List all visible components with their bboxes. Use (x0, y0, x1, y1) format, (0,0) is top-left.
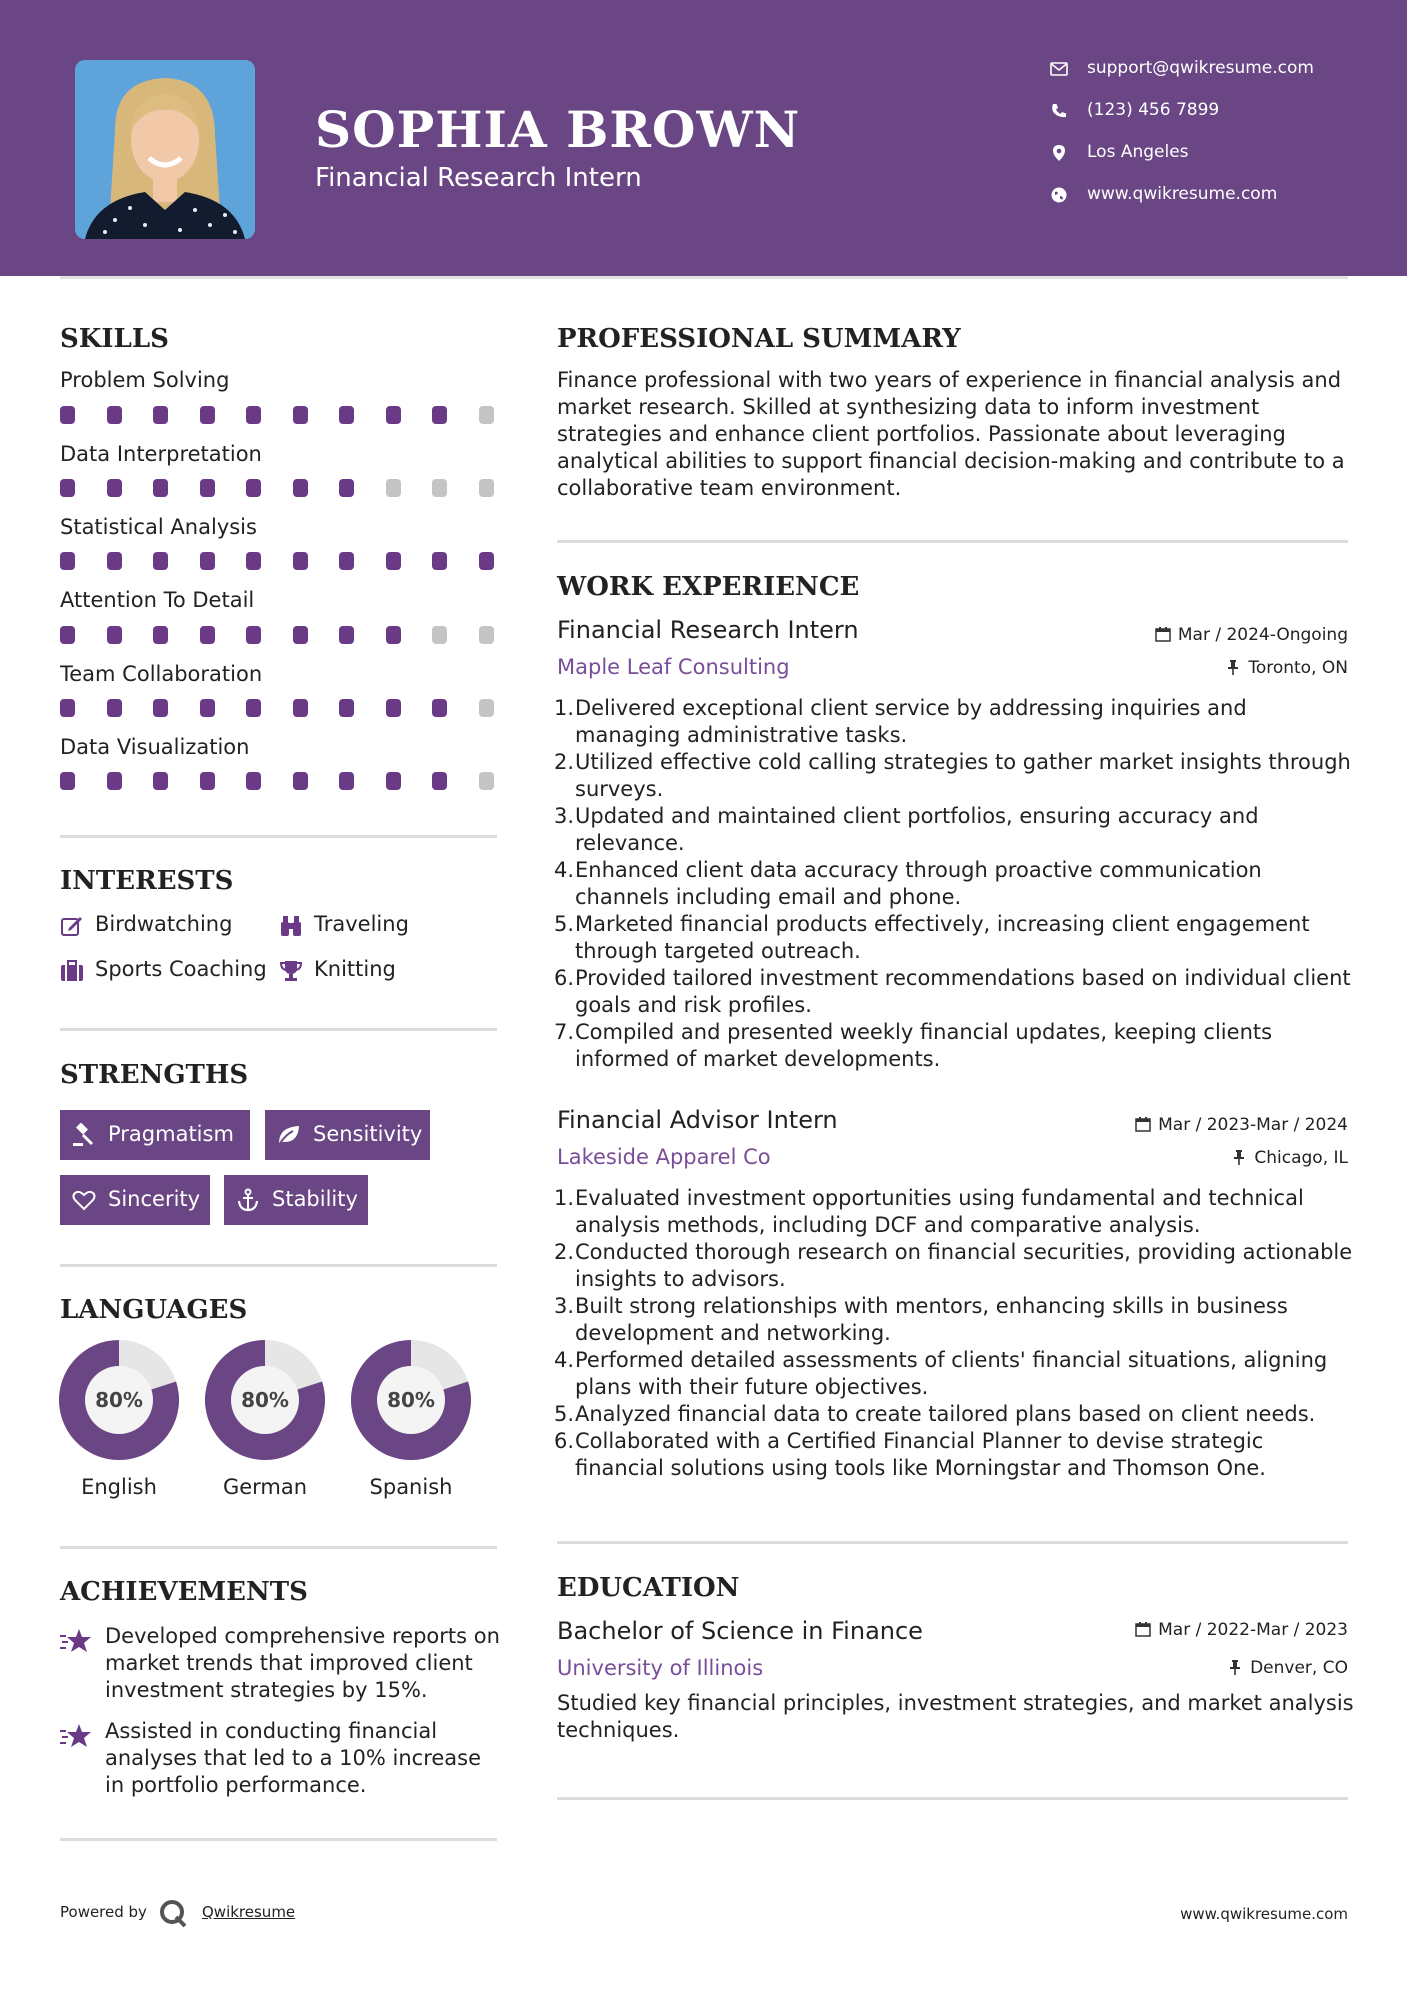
footer-website-link[interactable]: www.qwikresume.com (1180, 1905, 1348, 1923)
skill-dot-filled (479, 552, 494, 570)
job-dates-text: Mar / 2023-Mar / 2024 (1158, 1115, 1348, 1135)
strength-label: Pragmatism (108, 1122, 234, 1146)
skill-dot-filled (293, 479, 308, 497)
education-location-text: Denver, CO (1250, 1658, 1348, 1678)
skill-dot-empty (479, 479, 494, 497)
strength-tag (265, 1110, 430, 1160)
degree-title: Bachelor of Science in Finance (557, 1617, 923, 1645)
job-location-text: Toronto, ON (1248, 658, 1348, 678)
qwikresume-logo-icon[interactable] (158, 1898, 188, 1928)
skill-dot-filled (293, 552, 308, 570)
leaf-icon (277, 1123, 301, 1147)
skill-dot-filled (339, 626, 354, 644)
section-divider (60, 1838, 497, 1841)
skill-dot-filled (339, 552, 354, 570)
job-title: Financial Research Intern (557, 616, 859, 644)
profile-photo (75, 60, 255, 239)
job-bullet: 6. Provided tailored investment recommendations based on individual client goals and risk profiles. (554, 966, 1351, 1017)
language-percent: 80% (95, 1388, 143, 1412)
contact-phone[interactable] (1050, 98, 1350, 124)
job-dates-text: Mar / 2024-Ongoing (1177, 625, 1348, 645)
skill-dot-filled (339, 479, 354, 497)
contact-location (1050, 140, 1350, 166)
job-bullet: 1. Evaluated investment opportunities using fundamental and technical analysis methods, including DCF and comparative analysis. (554, 1186, 1304, 1237)
section-divider (60, 835, 497, 838)
skill-dot-filled (246, 626, 261, 644)
skill-dot-filled (339, 772, 354, 790)
skill-dot-filled (246, 552, 261, 570)
skill-dot-empty (432, 479, 447, 497)
skill-dot-filled (200, 479, 215, 497)
skill-name: Attention To Detail (60, 588, 255, 612)
job-bullet: 4. Enhanced client data accuracy through proactive communication channels including email and phone. (554, 858, 1262, 909)
footer-brand-link[interactable]: Qwikresume (202, 1903, 296, 1921)
language-percent: 80% (241, 1388, 289, 1412)
skill-dot-filled (200, 626, 215, 644)
skill-dot-empty (432, 626, 447, 644)
interest-label: Traveling (314, 912, 409, 936)
skill-rating (60, 772, 500, 790)
strength-tag (60, 1175, 210, 1225)
skill-dot-filled (386, 772, 401, 790)
skill-dot-empty (479, 699, 494, 717)
star-icon (60, 1627, 92, 1655)
skill-dot-filled (60, 406, 75, 424)
job-bullet: 3. Built strong relationships with mentors, enhancing skills in business development and networking. (554, 1294, 1288, 1345)
pin-icon (1225, 659, 1241, 675)
skill-dot-filled (386, 552, 401, 570)
skill-dot-filled (153, 699, 168, 717)
interest-label: Sports Coaching (95, 957, 267, 981)
job-bullets (554, 695, 1357, 1073)
skill-rating (60, 552, 500, 570)
achievements-heading: ACHIEVEMENTS (60, 1577, 308, 1607)
header-divider (60, 276, 1348, 279)
section-divider (60, 1028, 497, 1031)
job-location (1225, 658, 1348, 678)
skill-dot-filled (200, 772, 215, 790)
interests-heading: INTERESTS (60, 866, 234, 896)
strength-label: Sensitivity (313, 1122, 423, 1146)
job-bullet: 4. Performed detailed assessments of clients' financial situations, aligning plans with their future objectives. (554, 1348, 1328, 1399)
skill-dot-filled (60, 552, 75, 570)
skill-name: Team Collaboration (60, 662, 263, 686)
contact-location-text: Los Angeles (1087, 142, 1189, 162)
skill-dot-filled (293, 406, 308, 424)
calendar-icon (1135, 1621, 1151, 1637)
heart-icon (72, 1188, 96, 1212)
language-ring (351, 1340, 471, 1460)
job-bullets (554, 1185, 1357, 1482)
skill-rating (60, 479, 500, 497)
interest-label: Birdwatching (95, 912, 233, 936)
section-divider (60, 1264, 497, 1267)
candidate-name: SOPHIA BROWN (315, 100, 801, 159)
job-location-text: Chicago, IL (1254, 1148, 1348, 1168)
strength-label: Sincerity (108, 1187, 201, 1211)
skill-dot-filled (60, 772, 75, 790)
trophy-icon (279, 959, 303, 983)
interest-label: Knitting (314, 957, 396, 981)
job-bullet: 3. Updated and maintained client portfolios, ensuring accuracy and relevance. (554, 804, 1259, 855)
skill-dot-filled (153, 772, 168, 790)
company-name: Maple Leaf Consulting (557, 655, 790, 679)
contact-website-text: www.qwikresume.com (1087, 184, 1278, 204)
edit-icon (60, 914, 84, 938)
strength-tag (224, 1175, 368, 1225)
skill-dot-filled (293, 699, 308, 717)
job-bullet: 7. Compiled and presented weekly financial updates, keeping clients informed of market developments. (554, 1020, 1273, 1071)
skill-dot-empty (479, 406, 494, 424)
skill-dot-empty (479, 626, 494, 644)
calendar-icon (1155, 626, 1171, 642)
section-divider (60, 1546, 497, 1549)
education-location (1227, 1658, 1348, 1678)
education-dates-text: Mar / 2022-Mar / 2023 (1158, 1620, 1348, 1640)
education-heading: EDUCATION (557, 1573, 740, 1603)
strength-tag (60, 1110, 250, 1160)
skill-dot-filled (60, 626, 75, 644)
skill-dot-filled (246, 772, 261, 790)
binoculars-icon (279, 914, 303, 938)
suitcase-icon (60, 959, 84, 983)
section-divider (557, 540, 1348, 543)
skill-dot-filled (153, 406, 168, 424)
gavel-icon (72, 1123, 96, 1147)
job-bullet: 2. Utilized effective cold calling strategies to gather market insights through surveys. (554, 750, 1351, 801)
summary-heading: PROFESSIONAL SUMMARY (557, 324, 961, 354)
skill-dot-filled (107, 552, 122, 570)
contact-email-text: support@qwikresume.com (1087, 58, 1314, 78)
education-description: Studied key financial principles, investment strategies, and market analysis techniques. (557, 1691, 1354, 1742)
skill-dot-filled (339, 699, 354, 717)
skill-dot-filled (386, 406, 401, 424)
skill-dot-filled (246, 406, 261, 424)
location-pin-icon (1050, 144, 1068, 162)
skill-dot-filled (60, 699, 75, 717)
skills-heading: SKILLS (60, 324, 169, 354)
skill-dot-filled (293, 626, 308, 644)
skill-dot-filled (200, 406, 215, 424)
skill-dot-empty (386, 479, 401, 497)
job-bullet: 1. Delivered exceptional client service by addressing inquiries and managing administrative tasks. (554, 696, 1247, 747)
job-title: Financial Advisor Intern (557, 1106, 838, 1134)
star-icon (60, 1722, 92, 1750)
summary-text: Finance professional with two years of experience in financial analysis and market research. Skilled at synthesizing data to inform investment strategies and enhance client portfolios. Passionate about leveraging analytical abilities to support financial decision-making and contribute to a collaborative team environment. (557, 368, 1345, 500)
skill-dot-filled (153, 479, 168, 497)
skill-dot-filled (339, 406, 354, 424)
strengths-heading: STRENGTHS (60, 1060, 249, 1090)
skill-dot-filled (153, 552, 168, 570)
candidate-title: Financial Research Intern (315, 163, 642, 193)
language-ring (205, 1340, 325, 1460)
footer-powered-by: Powered by (60, 1903, 147, 1921)
pin-icon (1227, 1659, 1243, 1675)
skill-dot-filled (246, 479, 261, 497)
skill-dot-filled (60, 479, 75, 497)
skill-dot-filled (107, 772, 122, 790)
skill-dot-filled (432, 406, 447, 424)
company-name: Lakeside Apparel Co (557, 1145, 771, 1169)
skill-name: Data Interpretation (60, 442, 262, 466)
achievement-text: Assisted in conducting financial analyses that led to a 10% increase in portfolio performance. (105, 1719, 482, 1797)
skill-dot-filled (386, 626, 401, 644)
skill-rating (60, 406, 500, 424)
skill-dot-filled (107, 626, 122, 644)
skill-dot-filled (386, 699, 401, 717)
languages-heading: LANGUAGES (60, 1295, 248, 1325)
language-percent: 80% (387, 1388, 435, 1412)
globe-icon (1050, 186, 1068, 204)
language-ring (59, 1340, 179, 1460)
job-bullet: 2. Conducted thorough research on financial securities, providing actionable insights to advisors. (554, 1240, 1353, 1291)
experience-heading: WORK EXPERIENCE (557, 572, 860, 602)
job-bullet: 5. Analyzed financial data to create tailored plans based on client needs. (554, 1402, 1316, 1426)
skill-name: Statistical Analysis (60, 515, 257, 539)
envelope-icon (1050, 60, 1068, 78)
skill-name: Data Visualization (60, 735, 250, 759)
job-location (1231, 1148, 1348, 1168)
skill-dot-filled (107, 406, 122, 424)
language-name: Spanish (369, 1475, 453, 1499)
header-banner (0, 0, 1407, 276)
skill-dot-filled (200, 552, 215, 570)
contact-email[interactable] (1050, 56, 1350, 82)
skill-dot-filled (293, 772, 308, 790)
skill-dot-empty (479, 772, 494, 790)
section-divider (557, 1797, 1348, 1800)
skill-dot-filled (246, 699, 261, 717)
skill-dot-filled (107, 699, 122, 717)
skill-rating (60, 626, 500, 644)
language-name: English (81, 1475, 157, 1499)
job-dates (1135, 1115, 1348, 1135)
skill-dot-filled (153, 626, 168, 644)
language-name: German (222, 1475, 308, 1499)
calendar-icon (1135, 1116, 1151, 1132)
skill-dot-filled (432, 699, 447, 717)
pin-icon (1231, 1149, 1247, 1165)
strength-label: Stability (272, 1187, 358, 1211)
education-dates (1135, 1620, 1348, 1640)
phone-icon (1050, 102, 1068, 120)
job-bullet: 5. Marketed financial products effectively, increasing client engagement through targeted outreach. (554, 912, 1310, 963)
skill-dot-filled (432, 772, 447, 790)
contact-website[interactable] (1050, 182, 1350, 208)
skill-dot-filled (432, 552, 447, 570)
skill-name: Problem Solving (60, 368, 230, 392)
section-divider (557, 1541, 1348, 1544)
achievement-text: Developed comprehensive reports on market trends that improved client investment strategies by 15%. (105, 1624, 500, 1702)
job-bullet: 6. Collaborated with a Certified Financial Planner to devise strategic financial solutions using tools like Morningstar and Thomson One. (554, 1429, 1266, 1480)
anchor-icon (236, 1188, 260, 1212)
contact-phone-text: (123) 456 7899 (1087, 100, 1220, 120)
skill-dot-filled (107, 479, 122, 497)
job-dates (1155, 625, 1348, 645)
school-name: University of Illinois (557, 1656, 764, 1680)
skill-dot-filled (200, 699, 215, 717)
skill-rating (60, 699, 500, 717)
